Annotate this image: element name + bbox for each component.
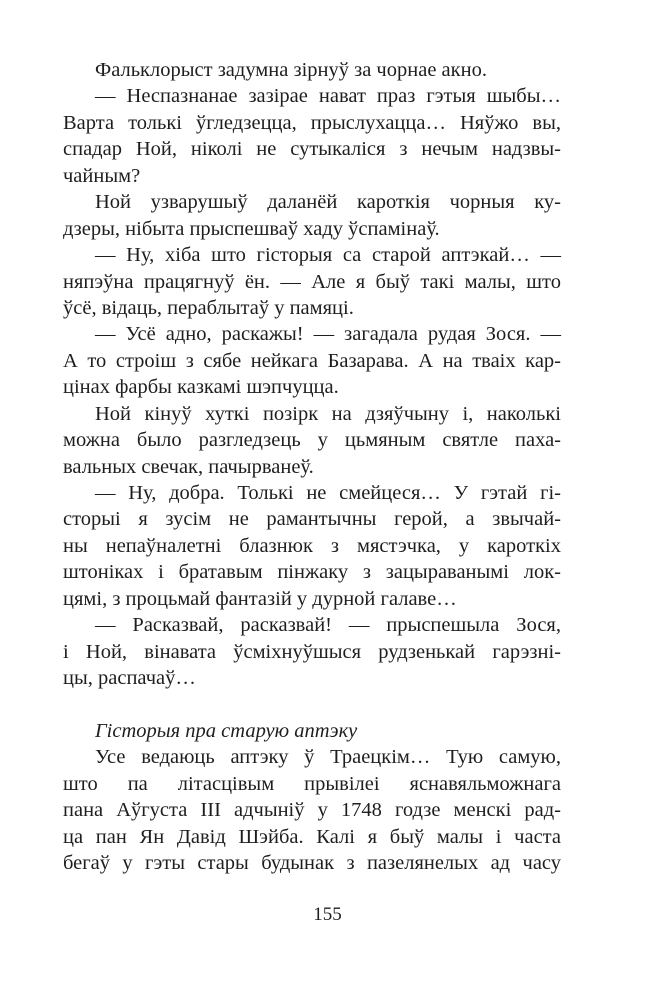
text-line: — Неспазнанае зазірае нават праз гэтыя шыбы… bbox=[95, 85, 561, 108]
text-line: — Ну, хіба што гісторыя са старой аптэкай… — bbox=[95, 244, 561, 267]
text-line: Ной кінуў хуткі позірк на дзяўчыну і, наколькі bbox=[95, 402, 561, 425]
text-line: ца пан Ян Давід Шэйба. Калі я быў малы і часта bbox=[63, 825, 561, 848]
section-heading: Гісторыя пра старую аптэку bbox=[95, 719, 358, 742]
text-line: — Расказвай, расказвай! — прыспешыла Зося, bbox=[95, 614, 561, 637]
text-line: Фальклорыст задумна зірнуў за чорнае акно. bbox=[95, 59, 487, 81]
blank-line bbox=[63, 692, 561, 718]
text-line: штоніках і братавым пінжаку з зацыраванымі лок- bbox=[63, 561, 561, 584]
story-text bbox=[63, 57, 561, 692]
text-line: няпэўна працягнуў ён. — Але я быў такі малы, што bbox=[63, 270, 561, 293]
text-line: Варта толькі ўгледзецца, прыслухацца… Няўжо вы, bbox=[63, 111, 561, 134]
text-line: Ной узварушыў даланёй кароткія чорныя ку- bbox=[95, 191, 561, 214]
page-number: 155 bbox=[313, 904, 342, 925]
text-line: сторыі я зусім не рамантычны герой, а звычай- bbox=[63, 508, 561, 531]
text-line: вальных свечак, пачырванеў. bbox=[63, 455, 314, 478]
text-line: ны непаўналетні блазнюк з мястэчка, у кароткіх bbox=[63, 534, 561, 557]
text-line: ўсё, відаць, пераблытаў у памяці. bbox=[63, 296, 354, 319]
section-text bbox=[63, 744, 561, 876]
text-line: бегаў у гэты стары будынак з пазелянелых ад часу bbox=[63, 852, 561, 875]
text-line: чайным? bbox=[63, 164, 141, 187]
text-line: цінах фарбы казкамі шэпчуцца. bbox=[63, 376, 339, 399]
text-line: — Усё адно, раскажы! — загадала рудая Зося. — bbox=[95, 323, 561, 346]
text-line: спадар Ной, ніколі не сутыкаліся з нечым надзвы- bbox=[63, 138, 561, 161]
text-line: можна было разгледзець у цьмяным святле паха- bbox=[63, 429, 561, 452]
page-body bbox=[63, 57, 561, 877]
text-line: цямі, з процьмай фантазій у дурной галаве… bbox=[63, 587, 457, 610]
text-line: дзеры, нібыта прыспешваў хаду ўспамінаў. bbox=[63, 217, 440, 240]
text-line: Усе ведаюць аптэку ў Траецкім… Тую самую, bbox=[95, 746, 561, 769]
text-line: — Ну, добра. Толькі не смейцеся… У гэтай гі- bbox=[95, 482, 561, 504]
text-line: пана Аўгуста III адчыніў у 1748 годзе менскі рад- bbox=[63, 799, 561, 822]
text-line: і Ной, вінавата ўсміхнуўшыся рудзенькай гарэзні- bbox=[63, 640, 561, 663]
text-line: цы, распачаў… bbox=[63, 667, 196, 690]
text-line: што па літасцівым прывілеі яснавяльможнага bbox=[63, 772, 561, 795]
text-line: А то строіш з сябе нейкага Базарава. А на тваіх кар- bbox=[63, 349, 561, 372]
